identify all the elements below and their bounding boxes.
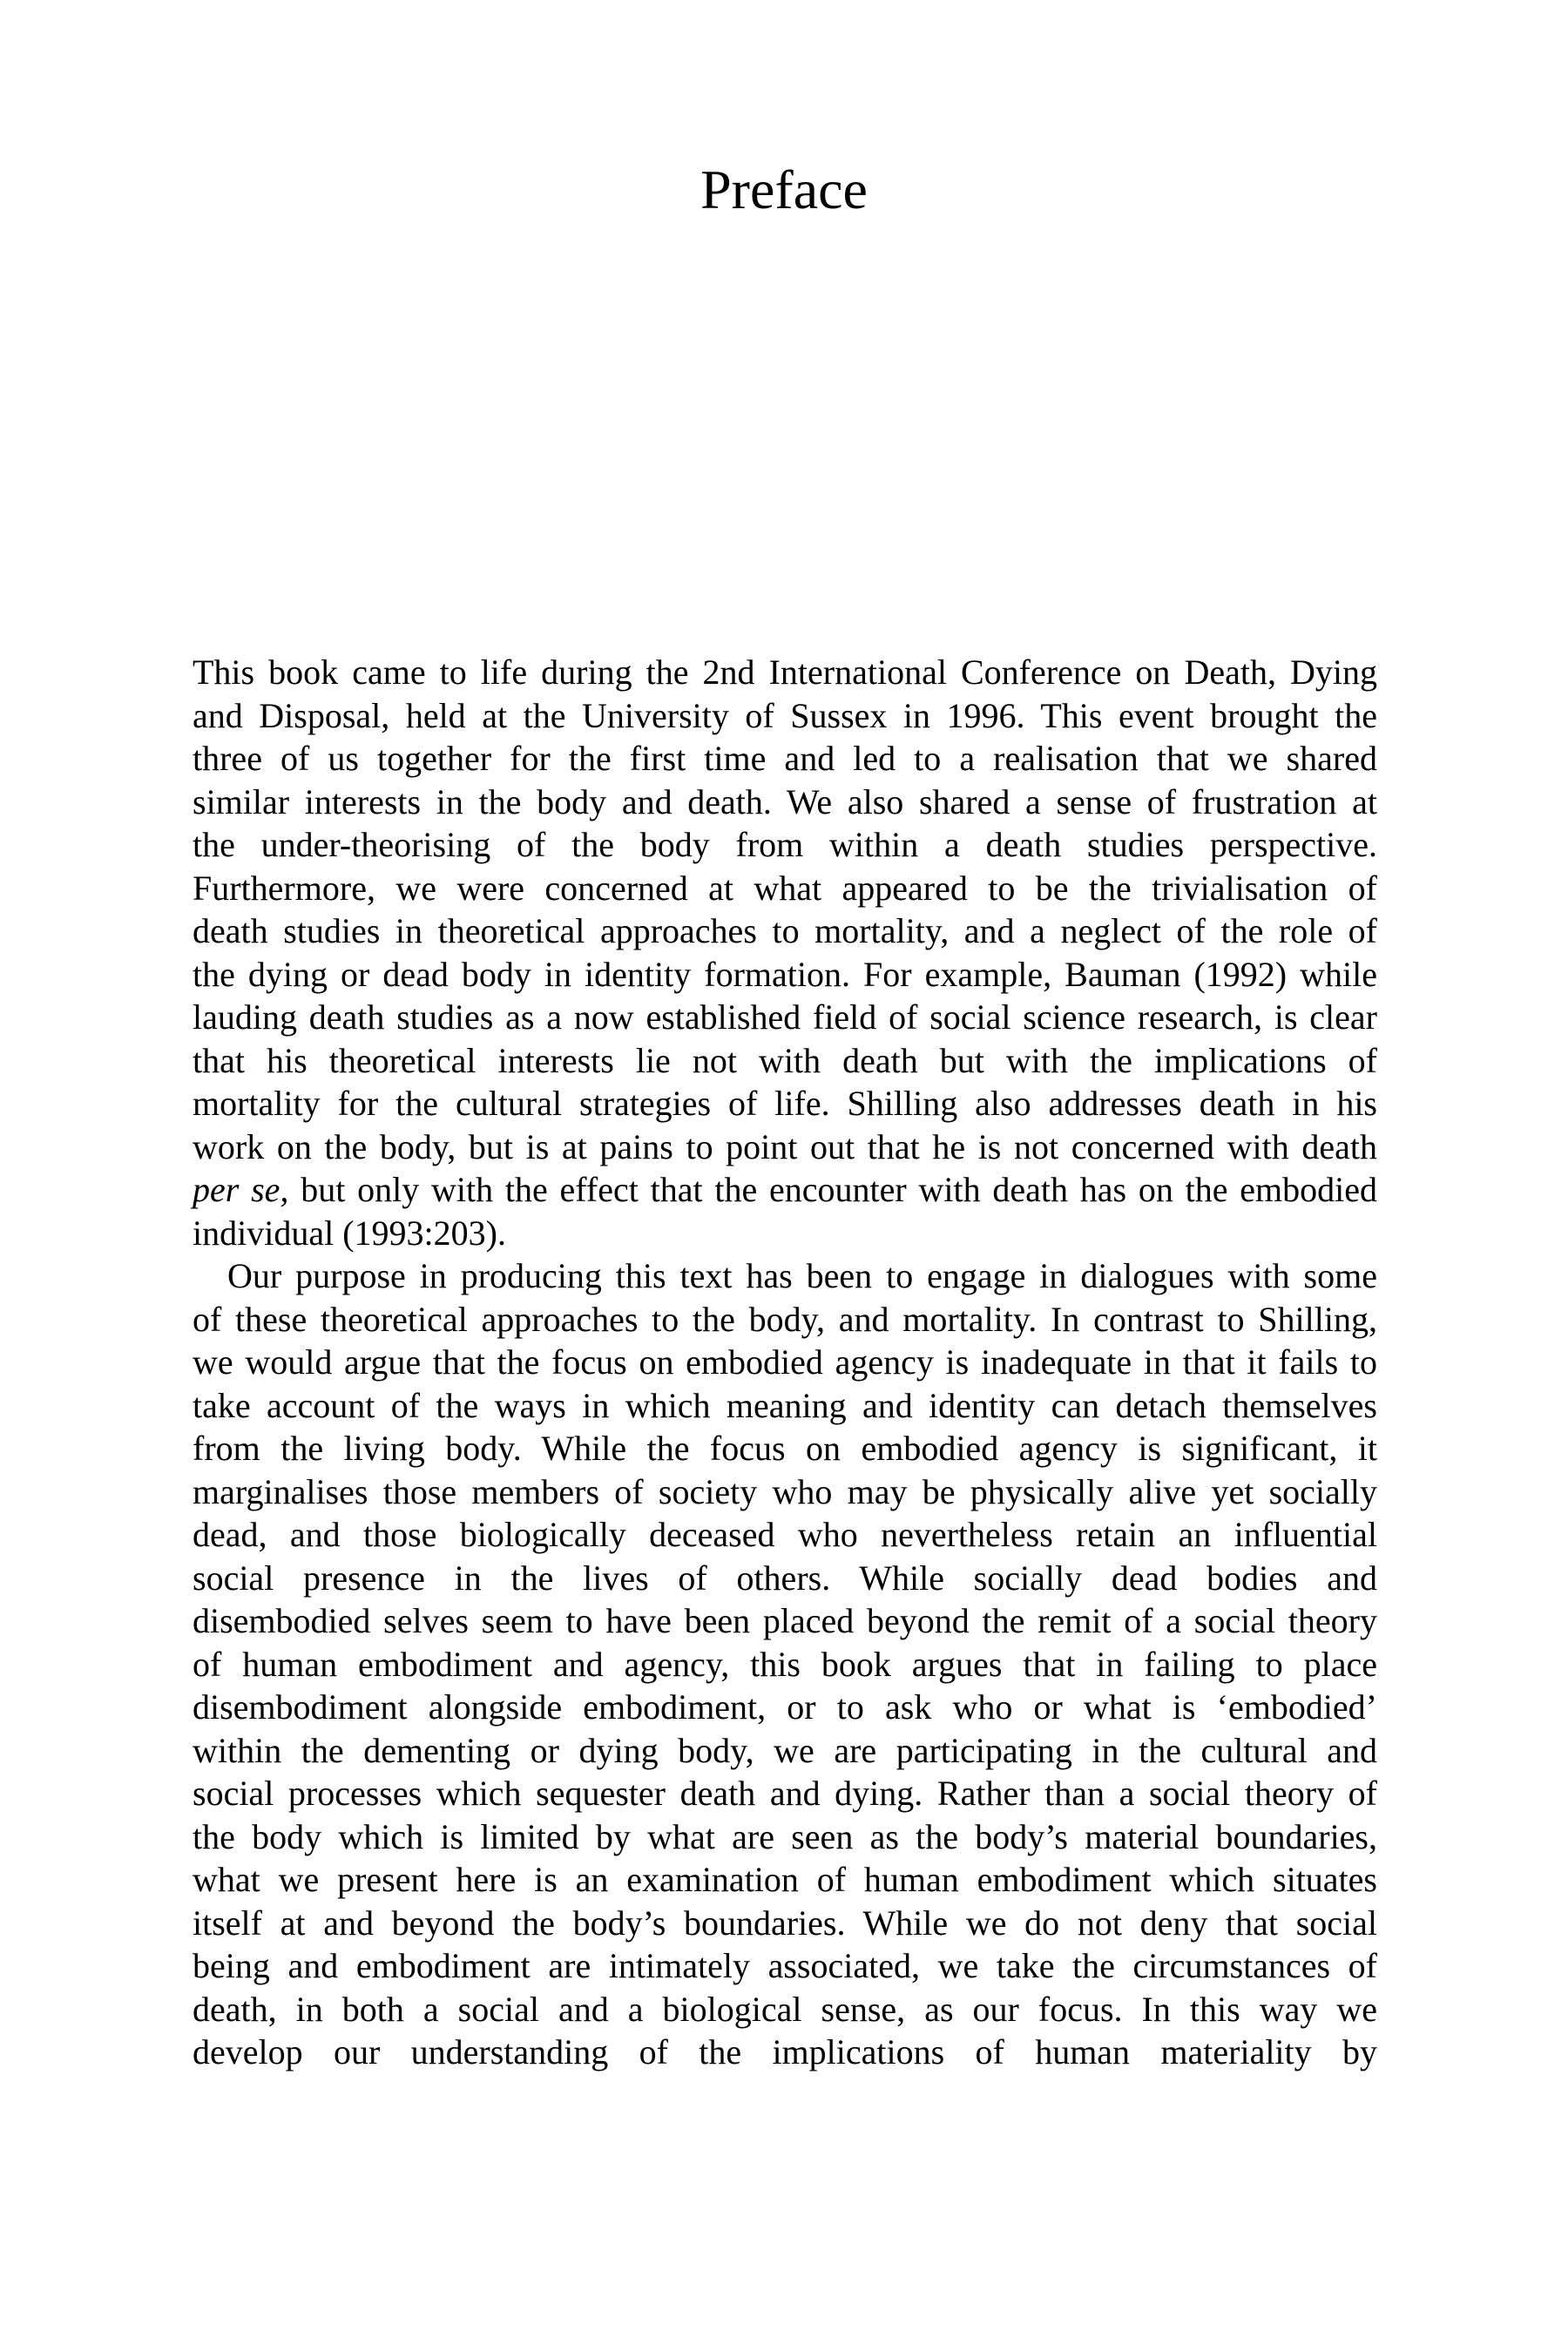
italic-phrase: per se, <box>193 1170 289 1209</box>
text-line: Our purpose in producing this text has been to engage in dialogues with some <box>227 1256 1377 1295</box>
text-line: disembodiment alongside embodiment, or to ask who or what is ‘embodied’ <box>193 1687 1377 1727</box>
text-line: and Disposal, held at the University of Sussex in 1996. This event brought the <box>193 695 1377 735</box>
text-line-with-italic <box>193 1168 1377 1212</box>
text-line: work on the body, but is at pains to point out that he is not concerned with death <box>193 1126 1377 1166</box>
text-line: social presence in the lives of others. While socially dead bodies and <box>193 1558 1377 1598</box>
text-line: three of us together for the first time and led to a realisation that we shared <box>193 739 1377 778</box>
text-line: that his theoretical interests lie not with death but with the implications of <box>193 1040 1377 1080</box>
text-line: within the dementing or dying body, we are participating in the cultural and <box>193 1730 1377 1770</box>
text-line: similar interests in the body and death. We also shared a sense of frustration at <box>193 781 1377 821</box>
text-line: of human embodiment and agency, this book argues that in failing to place <box>193 1644 1377 1684</box>
preface-body <box>193 651 1377 2074</box>
text-line: from the living body. While the focus on embodied agency is significant, it <box>193 1429 1377 1468</box>
text-line: develop our understanding of the implications of human materiality by <box>193 2032 1377 2072</box>
text-line: itself at and beyond the body’s boundaries. While we do not deny that social <box>193 1903 1377 1943</box>
text-line: the dying or dead body in identity formation. For example, Bauman (1992) while <box>193 954 1377 994</box>
text-line: the body which is limited by what are seen as the body’s material boundaries, <box>193 1816 1377 1856</box>
text-line: disembodied selves seem to have been placed beyond the remit of a social theory <box>193 1601 1377 1640</box>
text-line: death, in both a social and a biological sense, as our focus. In this way we <box>193 1989 1377 2029</box>
text-line: we would argue that the focus on embodied agency is inadequate in that it fails to <box>193 1342 1377 1382</box>
text-line: social processes which sequester death and dying. Rather than a social theory of <box>193 1774 1377 1813</box>
text-line: take account of the ways in which meaning and identity can detach themselves <box>193 1385 1377 1425</box>
text-line: what we present here is an examination of human embodiment which situates <box>193 1860 1377 1899</box>
text-line: being and embodiment are intimately associated, we take the circumstances of <box>193 1946 1377 1985</box>
page-title: Preface <box>700 159 868 220</box>
text-line: This book came to life during the 2nd International Conference on Death, Dying <box>193 652 1377 692</box>
text-line: death studies in theoretical approaches to mortality, and a neglect of the role of <box>193 911 1377 950</box>
text-line: dead, and those biologically deceased who nevertheless retain an influential <box>193 1515 1377 1554</box>
text-line: marginalises those members of society who may be physically alive yet socially <box>193 1471 1377 1511</box>
text-line: lauding death studies as a now established field of social science research, is clear <box>193 997 1377 1037</box>
text-line: individual (1993:203). <box>193 1213 506 1253</box>
text-line: mortality for the cultural strategies of life. Shilling also addresses death in his <box>193 1084 1377 1123</box>
text-line: the under-theorising of the body from within a death studies perspective. <box>193 825 1377 864</box>
text-line: of these theoretical approaches to the body, and mortality. In contrast to Shilling, <box>193 1299 1377 1339</box>
text-line-rest: but only with the effect that the encounter with death has on the embodied <box>301 1170 1378 1209</box>
text-line: Furthermore, we were concerned at what appeared to be the trivialisation of <box>193 868 1377 908</box>
